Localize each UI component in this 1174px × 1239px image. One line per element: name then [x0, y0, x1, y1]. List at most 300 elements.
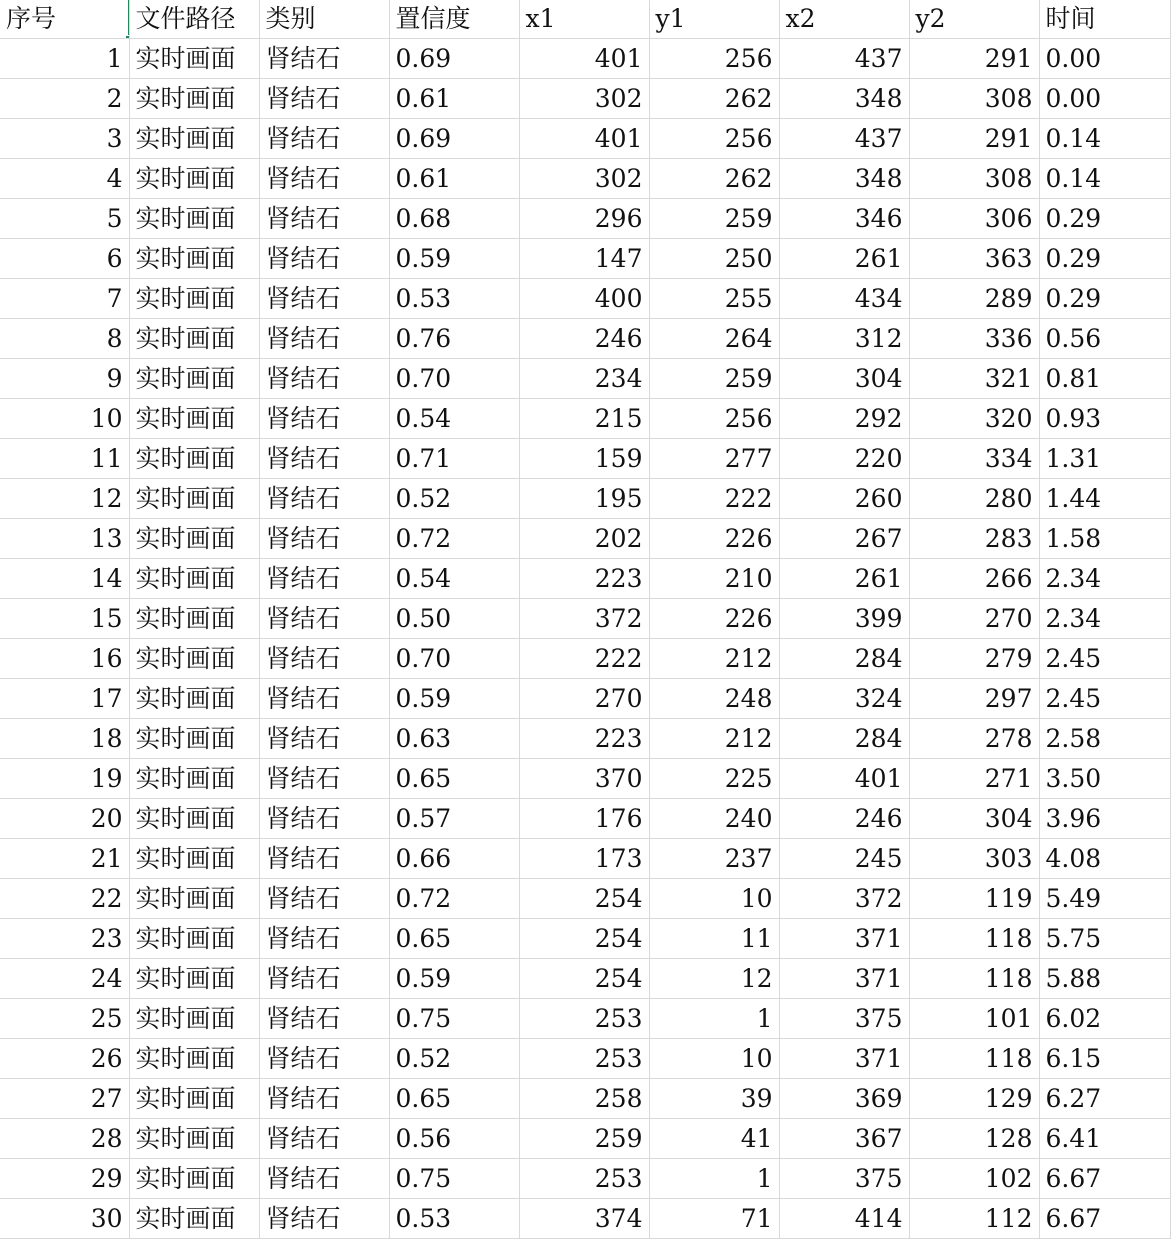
cell-x1[interactable]: 254 [519, 959, 649, 999]
cell-x2[interactable]: 375 [779, 999, 909, 1039]
cell-confidence[interactable]: 0.68 [389, 199, 519, 239]
cell-y1[interactable]: 256 [649, 119, 779, 159]
cell-class[interactable]: 肾结石 [259, 559, 389, 599]
cell-class[interactable]: 肾结石 [259, 1119, 389, 1159]
cell-x2[interactable]: 267 [779, 519, 909, 559]
cell-header-y1[interactable] [649, 0, 779, 39]
cell-class[interactable]: 肾结石 [259, 159, 389, 199]
cell-x1[interactable]: 258 [519, 1079, 649, 1119]
cell-x2[interactable]: 260 [779, 479, 909, 519]
cell-x2[interactable]: 348 [779, 159, 909, 199]
cell-time[interactable]: 6.27 [1039, 1079, 1170, 1119]
cell-y2[interactable]: 279 [909, 639, 1039, 679]
cell-index[interactable]: 19 [0, 759, 129, 799]
cell-file-path[interactable]: 实时画面 [129, 959, 259, 999]
cell-header-x2[interactable] [779, 0, 909, 39]
cell-x2[interactable]: 434 [779, 279, 909, 319]
cell-confidence[interactable]: 0.54 [389, 399, 519, 439]
cell-file-path[interactable]: 实时画面 [129, 479, 259, 519]
cell-confidence[interactable]: 0.70 [389, 639, 519, 679]
cell-index[interactable]: 3 [0, 119, 129, 159]
cell-index[interactable]: 15 [0, 599, 129, 639]
cell-x1[interactable]: 372 [519, 599, 649, 639]
cell-index[interactable]: 25 [0, 999, 129, 1039]
cell-y1[interactable]: 256 [649, 39, 779, 79]
cell-x1[interactable]: 234 [519, 359, 649, 399]
cell-x2[interactable]: 245 [779, 839, 909, 879]
cell-file-path[interactable]: 实时画面 [129, 1079, 259, 1119]
cell-x2[interactable]: 437 [779, 39, 909, 79]
cell-y1[interactable]: 12 [649, 959, 779, 999]
cell-y1[interactable]: 222 [649, 479, 779, 519]
cell-x1[interactable]: 223 [519, 719, 649, 759]
cell-time[interactable]: 6.67 [1039, 1159, 1170, 1199]
cell-header-y2[interactable] [909, 0, 1039, 39]
table-row [0, 1159, 1170, 1199]
cell-y1[interactable]: 210 [649, 559, 779, 599]
cell-class[interactable]: 肾结石 [259, 679, 389, 719]
cell-x1[interactable]: 374 [519, 1199, 649, 1239]
cell-file-path[interactable]: 实时画面 [129, 839, 259, 879]
cell-confidence[interactable]: 0.56 [389, 1119, 519, 1159]
cell-y1[interactable]: 255 [649, 279, 779, 319]
cell-class[interactable]: 肾结石 [259, 839, 389, 879]
cell-index[interactable]: 26 [0, 1039, 129, 1079]
cell-y2[interactable]: 128 [909, 1119, 1039, 1159]
cell-confidence[interactable]: 0.52 [389, 1039, 519, 1079]
cell-confidence[interactable]: 0.52 [389, 479, 519, 519]
cell-y2[interactable]: 280 [909, 479, 1039, 519]
table-row [0, 199, 1170, 239]
cell-y2[interactable]: 304 [909, 799, 1039, 839]
cell-y1[interactable]: 277 [649, 439, 779, 479]
cell-index[interactable]: 27 [0, 1079, 129, 1119]
cell-y2[interactable]: 118 [909, 1039, 1039, 1079]
cell-class[interactable]: 肾结石 [259, 79, 389, 119]
cell-y1[interactable]: 237 [649, 839, 779, 879]
cell-index[interactable]: 22 [0, 879, 129, 919]
cell-file-path[interactable]: 实时画面 [129, 1039, 259, 1079]
cell-class[interactable]: 肾结石 [259, 199, 389, 239]
cell-x1[interactable]: 401 [519, 119, 649, 159]
cell-file-path[interactable]: 实时画面 [129, 799, 259, 839]
cell-y2[interactable]: 118 [909, 919, 1039, 959]
table-row [0, 799, 1170, 839]
cell-x1[interactable]: 253 [519, 1159, 649, 1199]
cell-file-path[interactable]: 实时画面 [129, 1119, 259, 1159]
cell-y2[interactable]: 278 [909, 719, 1039, 759]
cell-y2[interactable]: 112 [909, 1199, 1039, 1239]
cell-class[interactable]: 肾结石 [259, 119, 389, 159]
cell-time[interactable]: 6.41 [1039, 1119, 1170, 1159]
cell-y1[interactable]: 250 [649, 239, 779, 279]
cell-class[interactable]: 肾结石 [259, 479, 389, 519]
cell-confidence[interactable]: 0.50 [389, 599, 519, 639]
cell-y1[interactable]: 71 [649, 1199, 779, 1239]
cell-time[interactable]: 2.45 [1039, 679, 1170, 719]
cell-file-path[interactable]: 实时画面 [129, 79, 259, 119]
cell-x2[interactable]: 371 [779, 1039, 909, 1079]
cell-confidence[interactable]: 0.61 [389, 79, 519, 119]
cell-time[interactable]: 0.81 [1039, 359, 1170, 399]
cell-time[interactable]: 2.34 [1039, 559, 1170, 599]
cell-x2[interactable]: 261 [779, 559, 909, 599]
cell-x1[interactable]: 147 [519, 239, 649, 279]
cell-index[interactable]: 6 [0, 239, 129, 279]
cell-time[interactable]: 6.15 [1039, 1039, 1170, 1079]
cell-class[interactable]: 肾结石 [259, 439, 389, 479]
cell-class[interactable]: 肾结石 [259, 1159, 389, 1199]
cell-file-path[interactable]: 实时画面 [129, 559, 259, 599]
cell-time[interactable]: 6.02 [1039, 999, 1170, 1039]
cell-y1[interactable]: 41 [649, 1119, 779, 1159]
cell-y1[interactable]: 10 [649, 879, 779, 919]
cell-class[interactable]: 肾结石 [259, 599, 389, 639]
header-label: y2 [915, 4, 946, 33]
table-row [0, 319, 1170, 359]
cell-y2[interactable]: 119 [909, 879, 1039, 919]
cell-x1[interactable]: 253 [519, 999, 649, 1039]
cell-x2[interactable]: 367 [779, 1119, 909, 1159]
cell-class[interactable]: 肾结石 [259, 639, 389, 679]
cell-x1[interactable]: 302 [519, 79, 649, 119]
cell-x1[interactable]: 370 [519, 759, 649, 799]
cell-file-path[interactable]: 实时画面 [129, 639, 259, 679]
cell-file-path[interactable]: 实时画面 [129, 279, 259, 319]
cell-y2[interactable]: 271 [909, 759, 1039, 799]
cell-y1[interactable]: 1 [649, 999, 779, 1039]
cell-x2[interactable]: 369 [779, 1079, 909, 1119]
cell-y2[interactable]: 270 [909, 599, 1039, 639]
cell-confidence[interactable]: 0.75 [389, 999, 519, 1039]
cell-time[interactable]: 5.49 [1039, 879, 1170, 919]
cell-x2[interactable]: 261 [779, 239, 909, 279]
cell-x2[interactable]: 220 [779, 439, 909, 479]
cell-y1[interactable]: 1 [649, 1159, 779, 1199]
cell-y1[interactable]: 11 [649, 919, 779, 959]
cell-y2[interactable]: 320 [909, 399, 1039, 439]
cell-file-path[interactable]: 实时画面 [129, 199, 259, 239]
cell-time[interactable]: 4.08 [1039, 839, 1170, 879]
cell-time[interactable]: 5.75 [1039, 919, 1170, 959]
cell-header-time[interactable] [1039, 0, 1170, 39]
table-row [0, 919, 1170, 959]
cell-class[interactable]: 肾结石 [259, 759, 389, 799]
cell-y2[interactable]: 363 [909, 239, 1039, 279]
cell-y2[interactable]: 283 [909, 519, 1039, 559]
cell-file-path[interactable]: 实时画面 [129, 239, 259, 279]
cell-y2[interactable]: 289 [909, 279, 1039, 319]
cell-class[interactable]: 肾结石 [259, 1079, 389, 1119]
cell-class[interactable]: 肾结石 [259, 39, 389, 79]
cell-x1[interactable]: 302 [519, 159, 649, 199]
cell-time[interactable]: 1.31 [1039, 439, 1170, 479]
cell-x1[interactable]: 254 [519, 879, 649, 919]
cell-x2[interactable]: 324 [779, 679, 909, 719]
cell-file-path[interactable]: 实时画面 [129, 759, 259, 799]
cell-y1[interactable]: 259 [649, 359, 779, 399]
cell-x2[interactable]: 348 [779, 79, 909, 119]
header-label: 时间 [1045, 4, 1096, 33]
cell-y2[interactable]: 291 [909, 39, 1039, 79]
cell-index[interactable]: 7 [0, 279, 129, 319]
cell-y1[interactable]: 225 [649, 759, 779, 799]
cell-index[interactable]: 5 [0, 199, 129, 239]
cell-confidence[interactable]: 0.76 [389, 319, 519, 359]
cell-index[interactable]: 23 [0, 919, 129, 959]
cell-index[interactable]: 12 [0, 479, 129, 519]
cell-class[interactable]: 肾结石 [259, 239, 389, 279]
cell-x2[interactable]: 375 [779, 1159, 909, 1199]
cell-index[interactable]: 18 [0, 719, 129, 759]
cell-confidence[interactable]: 0.65 [389, 1079, 519, 1119]
cell-time[interactable]: 0.29 [1039, 199, 1170, 239]
header-label: 序号 [6, 4, 57, 33]
cell-file-path[interactable]: 实时画面 [129, 159, 259, 199]
table-row [0, 279, 1170, 319]
cell-time[interactable]: 0.29 [1039, 279, 1170, 319]
cell-class[interactable]: 肾结石 [259, 999, 389, 1039]
cell-class[interactable]: 肾结石 [259, 719, 389, 759]
cell-x1[interactable]: 253 [519, 1039, 649, 1079]
table-row [0, 599, 1170, 639]
cell-file-path[interactable]: 实时画面 [129, 399, 259, 439]
cell-time[interactable]: 0.93 [1039, 399, 1170, 439]
cell-confidence[interactable]: 0.72 [389, 519, 519, 559]
cell-x1[interactable]: 270 [519, 679, 649, 719]
cell-x2[interactable]: 304 [779, 359, 909, 399]
cell-x2[interactable]: 414 [779, 1199, 909, 1239]
table-row [0, 399, 1170, 439]
table-row [0, 639, 1170, 679]
cell-index[interactable]: 10 [0, 399, 129, 439]
cell-confidence[interactable]: 0.75 [389, 1159, 519, 1199]
cell-x1[interactable]: 246 [519, 319, 649, 359]
cell-header-confidence[interactable] [389, 0, 519, 39]
cell-y2[interactable]: 308 [909, 159, 1039, 199]
cell-index[interactable]: 13 [0, 519, 129, 559]
cell-file-path[interactable]: 实时画面 [129, 719, 259, 759]
cell-confidence[interactable]: 0.53 [389, 279, 519, 319]
cell-y1[interactable]: 256 [649, 399, 779, 439]
cell-file-path[interactable]: 实时画面 [129, 599, 259, 639]
table-row [0, 759, 1170, 799]
cell-x2[interactable]: 246 [779, 799, 909, 839]
cell-header-class[interactable] [259, 0, 389, 39]
table-row [0, 239, 1170, 279]
cell-y1[interactable]: 10 [649, 1039, 779, 1079]
cell-confidence[interactable]: 0.61 [389, 159, 519, 199]
cell-x1[interactable]: 401 [519, 39, 649, 79]
cell-time[interactable]: 5.88 [1039, 959, 1170, 999]
cell-file-path[interactable]: 实时画面 [129, 39, 259, 79]
cell-confidence[interactable]: 0.72 [389, 879, 519, 919]
cell-class[interactable]: 肾结石 [259, 1039, 389, 1079]
cell-file-path[interactable]: 实时画面 [129, 319, 259, 359]
cell-y2[interactable]: 321 [909, 359, 1039, 399]
cell-file-path[interactable]: 实时画面 [129, 1159, 259, 1199]
cell-x1[interactable]: 259 [519, 1119, 649, 1159]
cell-confidence[interactable]: 0.70 [389, 359, 519, 399]
cell-x1[interactable]: 254 [519, 919, 649, 959]
cell-time[interactable]: 6.67 [1039, 1199, 1170, 1239]
cell-confidence[interactable]: 0.66 [389, 839, 519, 879]
cell-x2[interactable]: 312 [779, 319, 909, 359]
cell-x1[interactable]: 159 [519, 439, 649, 479]
cell-y1[interactable]: 240 [649, 799, 779, 839]
cell-file-path[interactable]: 实时画面 [129, 519, 259, 559]
cell-class[interactable]: 肾结石 [259, 959, 389, 999]
cell-x2[interactable]: 371 [779, 919, 909, 959]
cell-index[interactable]: 16 [0, 639, 129, 679]
cell-class[interactable]: 肾结石 [259, 799, 389, 839]
cell-time[interactable]: 0.00 [1039, 39, 1170, 79]
cell-index[interactable]: 29 [0, 1159, 129, 1199]
cell-confidence[interactable]: 0.59 [389, 679, 519, 719]
cell-y1[interactable]: 259 [649, 199, 779, 239]
cell-class[interactable]: 肾结石 [259, 279, 389, 319]
cell-time[interactable]: 3.50 [1039, 759, 1170, 799]
cell-file-path[interactable]: 实时画面 [129, 999, 259, 1039]
cell-y2[interactable]: 118 [909, 959, 1039, 999]
cell-y2[interactable]: 102 [909, 1159, 1039, 1199]
cell-x2[interactable]: 399 [779, 599, 909, 639]
cell-confidence[interactable]: 0.71 [389, 439, 519, 479]
cell-confidence[interactable]: 0.57 [389, 799, 519, 839]
cell-class[interactable]: 肾结石 [259, 359, 389, 399]
cell-x1[interactable]: 222 [519, 639, 649, 679]
cell-y2[interactable]: 291 [909, 119, 1039, 159]
cell-index[interactable]: 24 [0, 959, 129, 999]
cell-index[interactable]: 11 [0, 439, 129, 479]
table-row [0, 479, 1170, 519]
cell-file-path[interactable]: 实时画面 [129, 679, 259, 719]
cell-class[interactable]: 肾结石 [259, 919, 389, 959]
cell-file-path[interactable]: 实时画面 [129, 359, 259, 399]
cell-y2[interactable]: 308 [909, 79, 1039, 119]
cell-file-path[interactable]: 实时画面 [129, 919, 259, 959]
table-row [0, 1119, 1170, 1159]
cell-y1[interactable]: 212 [649, 639, 779, 679]
cell-confidence[interactable]: 0.69 [389, 119, 519, 159]
cell-x1[interactable]: 296 [519, 199, 649, 239]
cell-y2[interactable]: 306 [909, 199, 1039, 239]
cell-time[interactable]: 0.56 [1039, 319, 1170, 359]
cell-x2[interactable]: 292 [779, 399, 909, 439]
cell-header-path[interactable] [129, 0, 259, 39]
cell-index[interactable]: 21 [0, 839, 129, 879]
cell-y1[interactable]: 264 [649, 319, 779, 359]
cell-y2[interactable]: 303 [909, 839, 1039, 879]
cell-header-x1[interactable] [519, 0, 649, 39]
cell-confidence[interactable]: 0.69 [389, 39, 519, 79]
cell-x1[interactable]: 223 [519, 559, 649, 599]
cell-x1[interactable]: 173 [519, 839, 649, 879]
cell-y2[interactable]: 334 [909, 439, 1039, 479]
cell-y2[interactable]: 129 [909, 1079, 1039, 1119]
table-row [0, 879, 1170, 919]
header-label: y1 [655, 4, 686, 33]
cell-x1[interactable]: 176 [519, 799, 649, 839]
cell-file-path[interactable]: 实时画面 [129, 879, 259, 919]
cell-index[interactable]: 30 [0, 1199, 129, 1239]
cell-time[interactable]: 1.58 [1039, 519, 1170, 559]
cell-time[interactable]: 0.00 [1039, 79, 1170, 119]
cell-index[interactable]: 1 [0, 39, 129, 79]
cell-class[interactable]: 肾结石 [259, 319, 389, 359]
cell-confidence[interactable]: 0.54 [389, 559, 519, 599]
cell-y1[interactable]: 262 [649, 159, 779, 199]
cell-time[interactable]: 2.34 [1039, 599, 1170, 639]
cell-index[interactable]: 28 [0, 1119, 129, 1159]
cell-time[interactable]: 1.44 [1039, 479, 1170, 519]
cell-x1[interactable]: 400 [519, 279, 649, 319]
cell-x2[interactable]: 371 [779, 959, 909, 999]
cell-time[interactable]: 0.14 [1039, 159, 1170, 199]
cell-class[interactable]: 肾结石 [259, 879, 389, 919]
cell-x2[interactable]: 284 [779, 719, 909, 759]
cell-time[interactable]: 2.58 [1039, 719, 1170, 759]
cell-x1[interactable]: 195 [519, 479, 649, 519]
table-row [0, 439, 1170, 479]
cell-y2[interactable]: 101 [909, 999, 1039, 1039]
cell-confidence[interactable]: 0.53 [389, 1199, 519, 1239]
cell-x2[interactable]: 372 [779, 879, 909, 919]
cell-x1[interactable]: 215 [519, 399, 649, 439]
cell-y1[interactable]: 248 [649, 679, 779, 719]
cell-index[interactable]: 17 [0, 679, 129, 719]
cell-time[interactable]: 3.96 [1039, 799, 1170, 839]
cell-confidence[interactable]: 0.65 [389, 919, 519, 959]
cell-class[interactable]: 肾结石 [259, 1199, 389, 1239]
cell-x2[interactable]: 437 [779, 119, 909, 159]
cell-index[interactable]: 4 [0, 159, 129, 199]
cell-y2[interactable]: 336 [909, 319, 1039, 359]
cell-time[interactable]: 0.14 [1039, 119, 1170, 159]
cell-time[interactable]: 0.29 [1039, 239, 1170, 279]
fill-handle[interactable] [125, 35, 130, 39]
cell-y2[interactable]: 266 [909, 559, 1039, 599]
cell-index[interactable]: 14 [0, 559, 129, 599]
cell-y1[interactable]: 39 [649, 1079, 779, 1119]
cell-index[interactable]: 20 [0, 799, 129, 839]
cell-x2[interactable]: 346 [779, 199, 909, 239]
cell-file-path[interactable]: 实时画面 [129, 119, 259, 159]
cell-confidence[interactable]: 0.59 [389, 959, 519, 999]
cell-y1[interactable]: 262 [649, 79, 779, 119]
cell-file-path[interactable]: 实时画面 [129, 1199, 259, 1239]
cell-index[interactable]: 8 [0, 319, 129, 359]
cell-time[interactable]: 2.45 [1039, 639, 1170, 679]
cell-index[interactable]: 2 [0, 79, 129, 119]
cell-class[interactable]: 肾结石 [259, 519, 389, 559]
cell-index[interactable]: 9 [0, 359, 129, 399]
cell-confidence[interactable]: 0.63 [389, 719, 519, 759]
cell-confidence[interactable]: 0.59 [389, 239, 519, 279]
table-row [0, 1039, 1170, 1079]
cell-y2[interactable]: 297 [909, 679, 1039, 719]
cell-file-path[interactable]: 实时画面 [129, 439, 259, 479]
cell-confidence[interactable]: 0.65 [389, 759, 519, 799]
cell-x2[interactable]: 284 [779, 639, 909, 679]
cell-class[interactable]: 肾结石 [259, 399, 389, 439]
cell-y1[interactable]: 226 [649, 599, 779, 639]
cell-y1[interactable]: 212 [649, 719, 779, 759]
cell-header-index[interactable] [0, 0, 129, 39]
cell-x2[interactable]: 401 [779, 759, 909, 799]
cell-y1[interactable]: 226 [649, 519, 779, 559]
cell-x1[interactable]: 202 [519, 519, 649, 559]
